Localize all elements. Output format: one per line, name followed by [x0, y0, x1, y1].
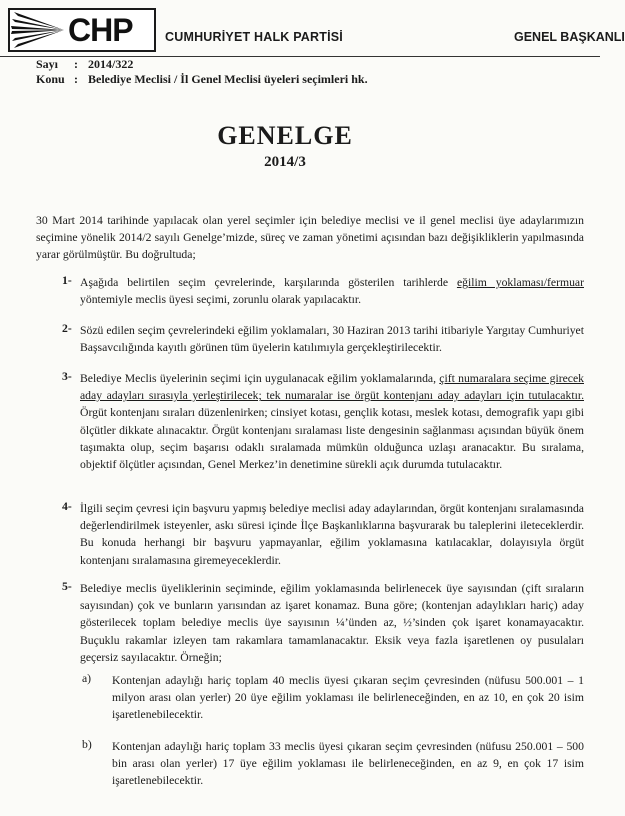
- document-subtitle: 2014/3: [264, 154, 306, 170]
- item-number: 5-: [62, 580, 72, 593]
- chp-logo: [8, 8, 156, 52]
- underlined-text: eğilim yoklaması/fermuar: [456, 276, 584, 289]
- logo-text: CHP: [68, 12, 133, 48]
- letterhead: [0, 6, 625, 54]
- item-number: 3-: [62, 370, 72, 383]
- office-name: GENEL BAŞKANLI: [514, 30, 625, 44]
- list-item: Aşağıda belirtilen seçim çevrelerinde, karşılarında gösterilen tarihlerde eğilim yoklaması/fermuar yöntemiyle meclis üyesi seçimi, zorunlu olarak yapılacaktır.: [80, 276, 584, 307]
- item-number: 1-: [62, 274, 72, 287]
- item-number: 4-: [62, 500, 72, 513]
- list-item: İlgili seçim çevresi için başvuru yapmış belediye meclisi aday adaylarından, örgüt kontenjanı sıralamasında değerlendirilmek isteyenler, askı süresi içinde İlçe Başkanlıklarına başvurarak bu taleplerini ileteceklerdir. Bu konuda herhangi bir başvuru yapmayanlar, eğilim yoklamasına katılacaklar, dolayısıyla örgüt kontenjanı sıralamasına giremeyeceklerdir.: [80, 502, 584, 567]
- list-item: Kontenjan adaylığı hariç toplam 33 meclis üyesi çıkaran seçim çevresinden (nüfusu 250.001 – 500 bin arası olan yerler) 17 üye eğilim yoklaması ile belirleneceğinden, en az 9, en çok 17 isim işaretlenebilecektir.: [112, 740, 584, 788]
- reference-number: Sayı : 2014/322: [36, 57, 134, 71]
- list-item: Belediye meclis üyeliklerinin seçiminde, eğilim yoklamasında belirlenecek üye sayısından (çift sıraların sayısından) çok ve bunların yarısından az işaret konamaz. Buna göre; (kontenjan adaylıkları hariç) aday gösterilecek toplam belediye meclis üye sayısının ¼’ünden az, ½’sinden çok işaret konamayacaktır. Buçuklu rakamlar izleyen tam rakamlara tamamlanacaktır. Eksik veya fazla işaretlenen oy pusulaları geçersiz sayılacaktır. Örneğin;: [80, 582, 584, 664]
- six-arrows-icon: [10, 10, 66, 50]
- subitem-letter: b): [82, 738, 92, 751]
- item-number: 2-: [62, 322, 72, 335]
- number-value: 2014/322: [88, 57, 134, 71]
- list-item: Belediye Meclis üyelerinin seçimi için uygulanacak eğilim yoklamalarında, çift numaralara seçime girecek aday adayları sırasıyla yerleştirilecek; tek numaralar ise örgüt kontenjanı aday adayları için tutulacaktır. Örgüt kontenjanı sıraları düzenlenirken; cinsiyet kotası, gençlik kotası, meslek kotası, demografik yapı gibi ölçütler dikkate alınacaktır. Örgüt kontenjanı sıralaması liste dengesinin sağlanması açısından büyük önem taşımakta olup, seçim başarısı odaklı sıralamada mümkün olduğunca uzlaşı aranacaktır. Bu sıralama, objektif ölçütler açısından, Genel Merkez’in denetimine sürekli açık durumda tutulacaktır.: [80, 372, 584, 472]
- list-item: Sözü edilen seçim çevrelerindeki eğilim yoklamaları, 30 Haziran 2013 tarihi itibariyle Yargıtay Cumhuriyet Başsavcılığında kayıtlı görünen tüm üyelerin katılımıyla gerçekleştirilecektir.: [80, 324, 584, 355]
- party-name: CUMHURİYET HALK PARTİSİ: [165, 30, 343, 44]
- number-label: Sayı: [36, 57, 59, 71]
- reference-subject: Konu : Belediye Meclisi / İl Genel Meclisi üyeleri seçimleri hk.: [36, 72, 368, 86]
- list-item: Kontenjan adaylığı hariç toplam 40 meclis üyesi çıkaran seçim çevresinden (nüfusu 500.001 – 1 milyon arası olan yerler) 20 üye eğilim yoklaması ile belirleneceğinden, en az 10, en çok 20 isim işaretlenebilecektir.: [112, 674, 584, 722]
- document-title: GENELGE: [217, 121, 353, 150]
- subject-label: Konu: [36, 72, 65, 86]
- intro-paragraph: 30 Mart 2014 tarihinde yapılacak olan yerel seçimler için belediye meclisi ve il genel meclisi üye adaylarımızın seçimine yönelik 2014/2 sayılı Genelge’mizde, süreç ve zaman yönetimi açısından bazı değişikliklerin yapılmasında yarar görülmüştür. Bu doğrultuda;: [36, 214, 584, 262]
- subject-value: Belediye Meclisi / İl Genel Meclisi üyeleri seçimleri hk.: [88, 72, 368, 86]
- subitem-letter: a): [82, 672, 92, 685]
- underlined-text: çift numaralara seçime girecek aday adayları sırasıyla yerleştirilecek; tek numaralar ise örgüt kontenjanı aday adayları için tutulacaktır.: [80, 372, 584, 403]
